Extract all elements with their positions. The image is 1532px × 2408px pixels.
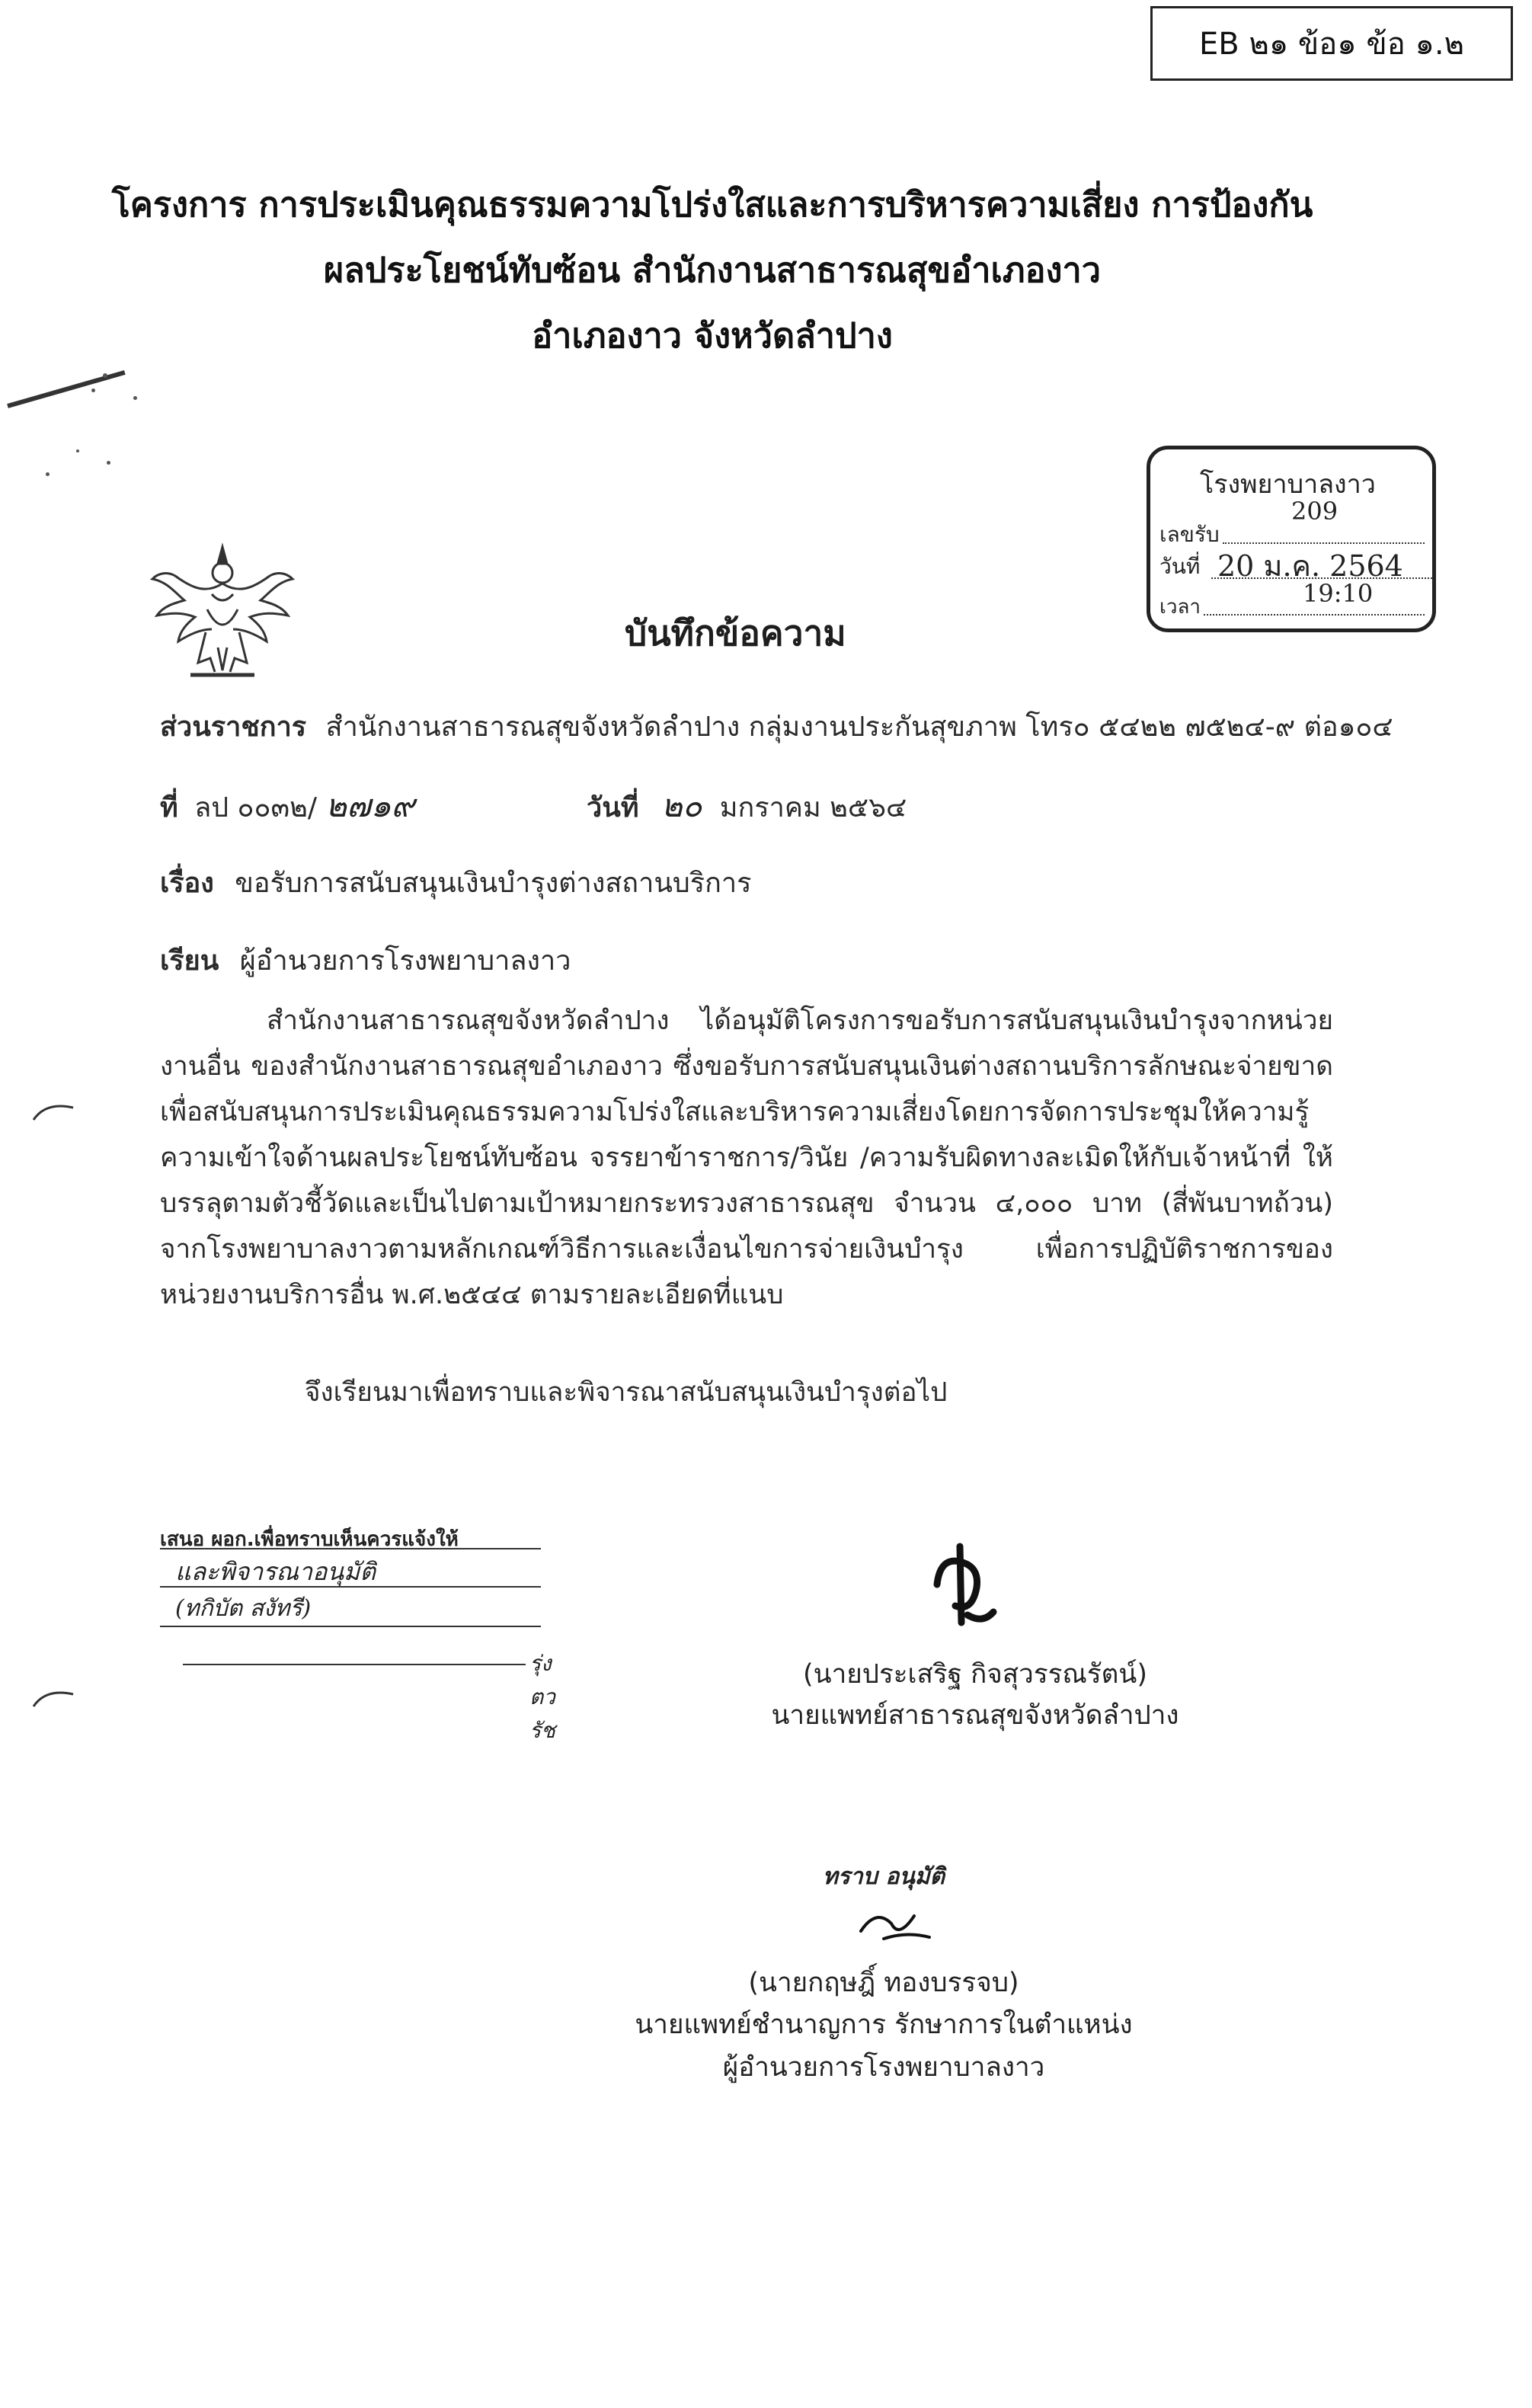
scan-speck	[76, 449, 79, 452]
stamp-time-label: เวลา	[1159, 596, 1201, 619]
memo-date-row	[587, 781, 907, 831]
scan-curl-mark	[30, 1097, 76, 1127]
memo-body	[160, 998, 1333, 1318]
scan-speck	[91, 389, 95, 392]
memo-body-paragraph: สำนักงานสาธารณสุขจังหวัดลำปาง ได้อนุมัติโครงการขอรับการสนับสนุนเงินบำรุงจากหน่วยงานอื่น ของสำนักงานสาธารณสุขอำเภองาว ซึ่งขอรับการสนับสนุนเงินต่างสถานบริการลักษณะจ่ายขาด เพื่อสนับสนุนการประเมินคุณธรรมความโปร่งใสและบริหารความเสี่ยงโดยการจัดการประชุมให้ความรู้ ความเข้าใจด้านผลประโยชน์ทับซ้อน จรรยาข้าราชการ/วินัย /ความรับผิดทางละเมิดให้กับเจ้าหน้าที่ ให้บรรลุตามตัวชี้วัดและเป็นไปตามเป้าหมายกระทรวงสาธารณสุข จำนวน ๔,๐๐๐ บาท (สี่พันบาทถ้วน) จากโรงพยาบาลงาวตามหลักเกณฑ์วิธีการและเงื่อนไขการจ่ายเงินบำรุง เพื่อการปฏิบัติราชการของหน่วยงานบริการอื่น พ.ศ.๒๕๔๔ ตามรายละเอียดที่แนบ	[160, 1006, 1333, 1310]
received-stamp	[1147, 446, 1436, 632]
stamp-time: 19:10	[1303, 579, 1374, 608]
date-label: วันที่	[587, 792, 639, 823]
subject-value: ขอรับการสนับสนุนเงินบำรุงต่างสถานบริการ	[235, 868, 752, 899]
note-line-4: รุ่งตวรัช	[529, 1651, 556, 1743]
memo-department-row	[160, 705, 1393, 748]
signer-2-title-1: นายแพทย์ชำนาญการ รักษาการในตำแหน่ง	[635, 2010, 1133, 2040]
scan-speck	[107, 461, 110, 465]
reference-no-handwritten: ๒๗๑๙	[325, 787, 415, 824]
note-line-3: (ทกิบัต สงัทรี)	[175, 1595, 312, 1622]
signer-2-name: (นายกฤษฎิ์ ทองบรรจบ)	[748, 1968, 1019, 1998]
approval-text: ทราบ อนุมัติ	[823, 1863, 945, 1890]
reference-label: EB ๒๑ ข้อ๑ ข้อ ๑.๒	[1199, 27, 1464, 62]
header-title-line-1: โครงการ การประเมินคุณธรรมความโปร่งใสและการบริหารความเสี่ยง การป้องกัน	[111, 184, 1313, 225]
note-line-1: เสนอ ผอก.เพื่อทราบเห็นควรแจ้งให้	[160, 1528, 459, 1551]
scan-speck	[133, 396, 137, 400]
to-label: เรียน	[160, 945, 219, 977]
signer-2-title-2: ผู้อำนวยการโรงพยาบาลงาว	[722, 2052, 1045, 2083]
memo-heading: บันทึกข้อความ	[625, 612, 846, 654]
signer-1-name: (นายประเสริฐ กิจสุวรรณรัตน์)	[802, 1659, 1147, 1690]
memo-subject-row	[160, 861, 751, 904]
date-value: มกราคม ๒๕๖๔	[719, 792, 907, 823]
date-handwritten: ๒๐	[661, 787, 702, 824]
scan-speck	[103, 373, 107, 378]
reference-box	[1150, 6, 1513, 81]
scan-mark	[7, 370, 125, 408]
scan-curl-mark	[30, 1684, 76, 1714]
header-title-line-2: ผลประโยชน์ทับซ้อน สำนักงานสาธารณสุขอำเภองาว	[323, 250, 1102, 290]
scan-speck	[46, 472, 50, 476]
to-value: ผู้อำนวยการโรงพยาบาลงาว	[239, 945, 571, 977]
reference-no-label: ที่	[160, 792, 178, 823]
stamp-date: 20 ม.ค. 2564	[1217, 549, 1403, 583]
stamp-received-label: เลขรับ	[1159, 522, 1220, 547]
memo-closing: จึงเรียนมาเพื่อทราบและพิจารณาสนับสนุนเงินบำรุงต่อไป	[305, 1377, 948, 1408]
signer-1-title: นายแพทย์สาธารณสุขจังหวัดลำปาง	[771, 1700, 1179, 1731]
note-line-2: และพิจารณาอนุมัติ	[175, 1557, 376, 1586]
garuda-emblem-icon	[145, 533, 301, 686]
reference-no-value: ลป ๐๐๓๒/	[194, 792, 317, 823]
stamp-date-label: วันที่	[1159, 554, 1201, 579]
handwritten-note	[160, 1524, 556, 1743]
stamp-org: โรงพยาบาลงาว	[1200, 469, 1376, 500]
memo-to-row	[160, 939, 571, 982]
memo-reference-row	[160, 781, 414, 831]
department-value: สำนักงานสาธารณสุขจังหวัดลำปาง กลุ่มงานประกันสุขภาพ โทร๐ ๕๔๒๒ ๗๕๒๔-๙ ต่อ๑๐๔	[325, 712, 1393, 743]
signature-2	[853, 1901, 937, 1946]
department-label: ส่วนราชการ	[160, 712, 307, 743]
signature-1	[914, 1539, 1006, 1638]
header-title-line-3: อำเภองาว จังหวัดลำปาง	[532, 315, 893, 356]
subject-label: เรื่อง	[160, 868, 214, 899]
stamp-number: 209	[1291, 497, 1339, 526]
